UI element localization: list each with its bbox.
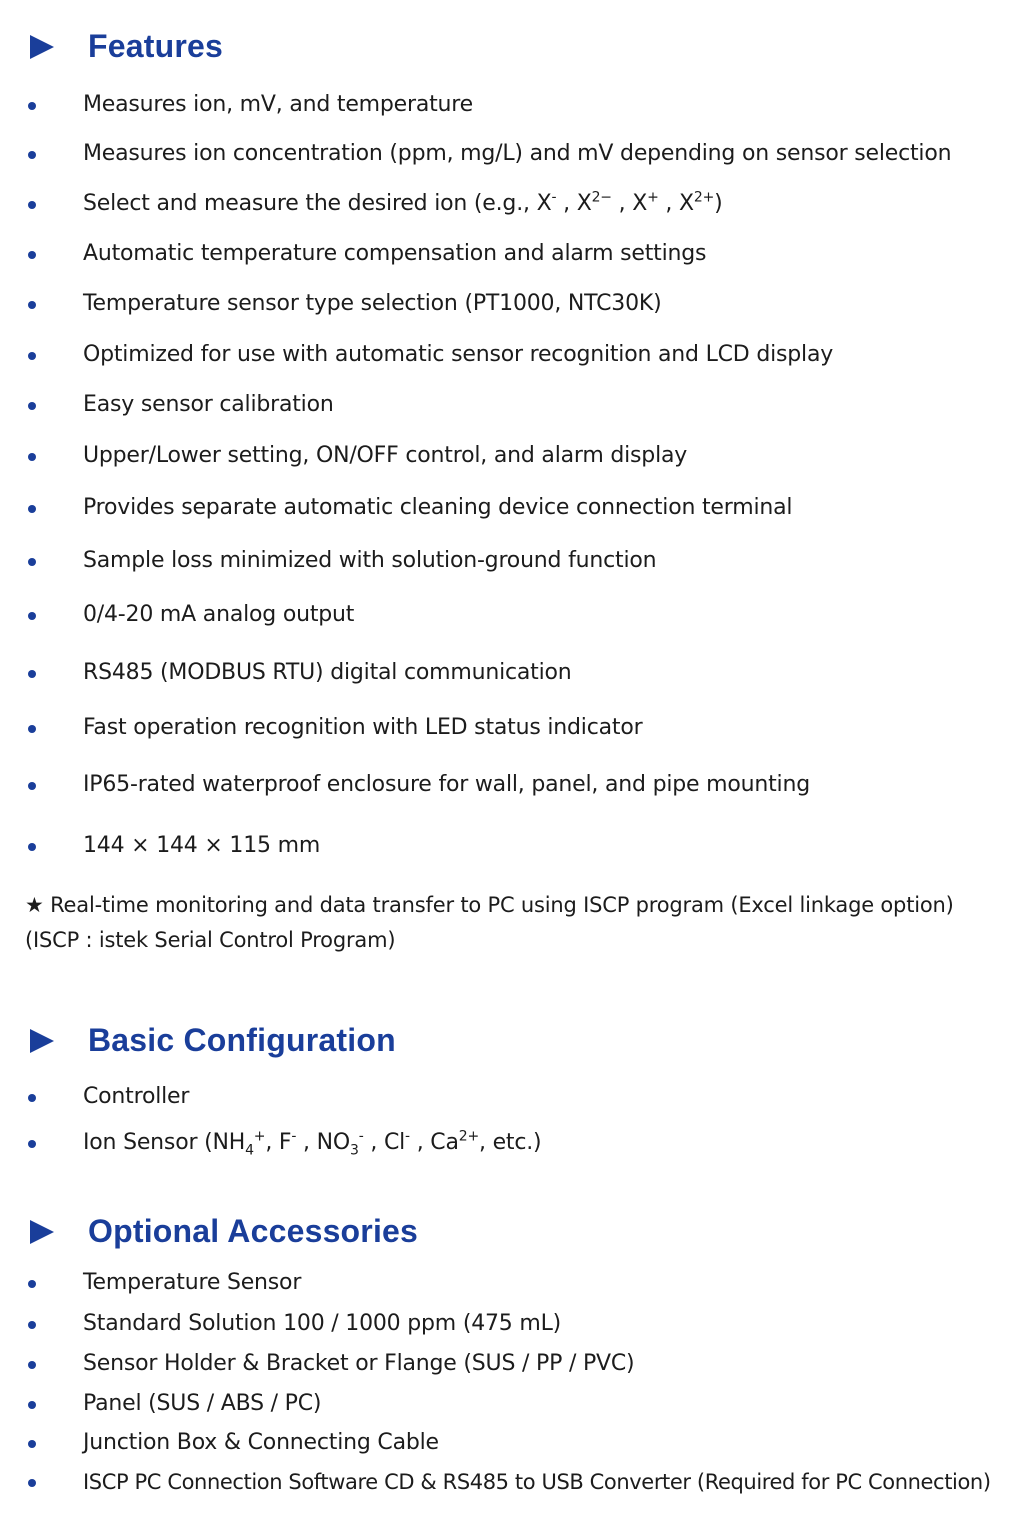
list-item-text: Provides separate automatic cleaning device connection terminal [83,495,793,520]
list-item-text: Temperature sensor type selection (PT1000, NTC30K) [83,291,662,316]
list-item-text: Sample loss minimized with solution-ground function [83,548,657,573]
bullet-icon [28,352,36,360]
list-item [28,289,662,319]
list-item-text: Measures ion concentration (ppm, mg/L) and mV depending on sensor selection [83,141,952,166]
note-line: (ISCP : istek Serial Control Program) [25,928,396,952]
list-item [28,189,723,219]
list-item-text: Measures ion, mV, and temperature [83,92,473,117]
list-item-text: Automatic temperature compensation and alarm settings [83,241,707,266]
list-item [28,1268,302,1298]
optional-accessories-header [30,1213,418,1250]
bullet-icon [28,782,36,790]
list-item-text: IP65-rated waterproof enclosure for wall, panel, and pipe mounting [83,772,810,797]
list-item [28,493,793,523]
bullet-icon [28,453,36,461]
bullet-icon [28,251,36,259]
bullet-icon [28,151,36,159]
list-item-text: Panel (SUS / ABS / PC) [83,1391,322,1416]
list-item [28,90,473,120]
bullet-icon [28,1440,36,1448]
list-item-text: RS485 (MODBUS RTU) digital communication [83,660,572,685]
bullet-icon [28,201,36,209]
basic-configuration-header [30,1022,396,1059]
bullet-icon [28,1401,36,1409]
triangle-bullet-icon [30,1220,54,1244]
bullet-icon [28,1280,36,1288]
list-item [28,1128,542,1159]
list-item-text: 144 × 144 × 115 mm [83,833,321,858]
list-item-text: Sensor Holder & Bracket or Flange (SUS / PP / PVC) [83,1351,635,1376]
features-header [30,28,223,65]
list-item [28,546,657,576]
note-line: ★ Real-time monitoring and data transfer to PC using ISCP program (Excel linkage option) [25,893,954,917]
bullet-icon [28,558,36,566]
bullet-icon [28,102,36,110]
section-title: Features [88,28,223,64]
list-item-text: ISCP PC Connection Software CD & RS485 to USB Converter (Required for PC Connection) [83,1470,991,1494]
bullet-icon [28,301,36,309]
bullet-icon [28,1479,36,1487]
list-item [28,1309,562,1339]
section-title: Optional Accessories [88,1213,419,1249]
list-item [28,441,688,471]
list-item [28,770,810,800]
list-item-text: 0/4-20 mA analog output [83,602,355,627]
list-item [28,1428,439,1458]
list-item-text: Junction Box & Connecting Cable [83,1430,439,1455]
bullet-icon [28,1140,36,1148]
bullet-icon [28,670,36,678]
list-item-text: Ion Sensor ($NH_4^+$, F- , $NO_3^-$ , Cl- , $Ca^{2+}$, etc.) [83,1128,542,1159]
bullet-icon [28,612,36,620]
bullet-icon [28,725,36,733]
list-item [28,340,834,370]
triangle-bullet-icon [30,35,54,59]
triangle-bullet-icon [30,1029,54,1053]
bullet-icon [28,505,36,513]
bullet-icon [28,402,36,410]
list-item [28,1467,991,1497]
bullet-icon [28,1361,36,1369]
section-title: Basic Configuration [88,1022,396,1058]
bullet-icon [28,1321,36,1329]
list-item-text: Optimized for use with automatic sensor recognition and LCD display [83,342,834,367]
list-item [28,390,334,420]
list-item [28,1349,635,1379]
list-item [28,600,355,630]
list-item [28,658,572,688]
list-item [28,1389,322,1419]
list-item [28,1082,190,1112]
list-item [28,713,643,743]
list-item-text: Select and measure the desired ion (e.g., X- , $X^{2-}$ , X+ , $X^{2+}$) [83,189,723,216]
list-item [28,139,952,169]
bullet-icon [28,1094,36,1102]
bullet-icon [28,843,36,851]
list-item-text: Temperature Sensor [83,1270,302,1295]
list-item-text: Fast operation recognition with LED status indicator [83,715,643,740]
list-item-text: Easy sensor calibration [83,392,334,417]
list-item [28,831,321,861]
list-item [28,239,707,269]
list-item-text: Controller [83,1084,190,1109]
list-item-text: Standard Solution 100 / 1000 ppm (475 mL) [83,1311,562,1336]
list-item-text: Upper/Lower setting, ON/OFF control, and alarm display [83,443,688,468]
